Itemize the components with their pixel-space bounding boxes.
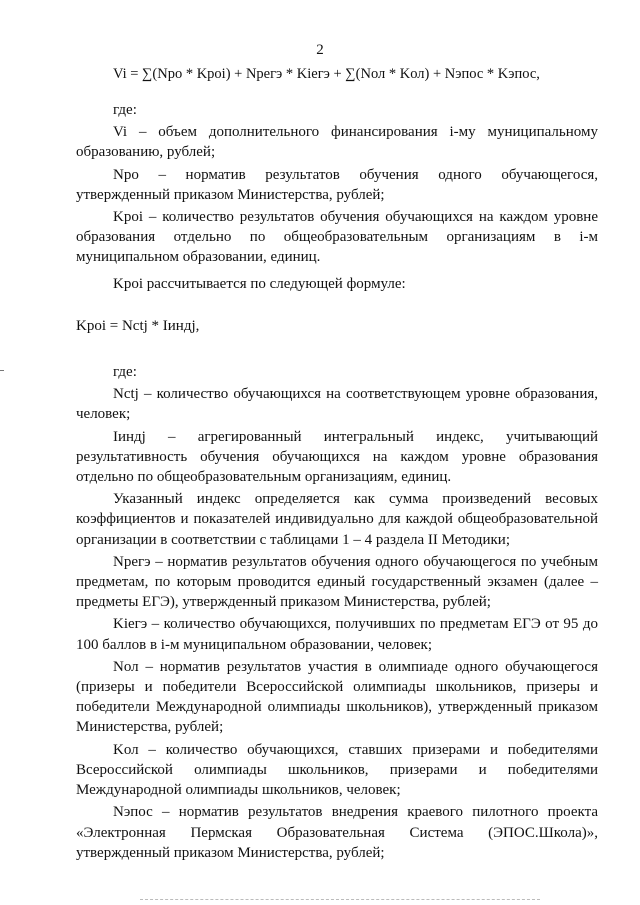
where-label: где:	[113, 102, 137, 118]
definition-nepos: Nэпос – норматив результатов внедрения краевого пилотного проекта «Электронная Пермская Образовательная Система (ЭПОС.Школа)», утвержденный приказом Министерства, рублей;	[76, 804, 598, 861]
definition-npo: Nро – норматив результатов обучения одного обучающегося, утвержденный приказом Министерства, рублей;	[76, 166, 598, 203]
definition-nrege: Nрегэ – норматив результатов обучения одного обучающегося по учебным предметам, по которым проводится единый государственный экзамен (далее – предметы ЕГЭ), утвержденный приказом Министерства, рублей;	[76, 553, 598, 611]
where-label-2: где:	[113, 364, 137, 381]
document-body	[76, 100, 598, 865]
definition-vi: Vi – объем дополнительного финансирования i-му муниципальному образованию, рублей;	[76, 124, 598, 161]
index-note: Указанный индекс определяется как сумма произведений весовых коэффициентов и показателей индивидуально для каждой общеобразовательной организации в соответствии с таблицами 1 – 4 раздела II Методики;	[76, 491, 598, 548]
definition-nol: Nол – норматив результатов участия в олимпиаде одного обучающегося (призеры и победители Всероссийской олимпиады школьников, призеры и победители Международной олимпиады школьников), утвержденный приказом Министерства, рублей;	[76, 658, 598, 736]
definition-kpoi: Kроi – количество результатов обучения обучающихся на каждом уровне образования отдельно по общеобразовательным организациям в i-м муниципальном образовании, единиц.	[76, 209, 598, 266]
definition-kol: Kол – количество обучающихся, ставших призерами и победителями Всероссийской олимпиады школьников, призерами и победителями Международной олимпиады школьников, человек;	[76, 741, 598, 799]
definition-nctj: Nctj – количество обучающихся на соответствующем уровне образования, человек;	[76, 386, 598, 423]
definition-iindj: Iиндj – агрегированный интегральный индекс, учитывающий результативность обучения обучающихся на каждом уровне образования отдельно по общеобразовательным организациям, единиц.	[76, 428, 598, 486]
page-number: 2	[316, 42, 324, 58]
scan-margin-mark	[0, 370, 4, 371]
formula-intro: Kроi рассчитывается по следующей формуле:	[113, 275, 406, 292]
main-formula: Vi = ∑(Nро * Kроi) + Nрегэ * Kiегэ + ∑(Nол * Kол) + Nэпос * Kэпос,	[113, 66, 540, 82]
definition-kiege: Kiегэ – количество обучающихся, получивших по предметам ЕГЭ от 95 до 100 баллов в i-м муниципальном образовании, человек;	[76, 616, 598, 653]
formula-kpoi: Kроi = Nctj * Iиндj,	[76, 317, 200, 334]
scan-bottom-marks	[140, 899, 540, 902]
